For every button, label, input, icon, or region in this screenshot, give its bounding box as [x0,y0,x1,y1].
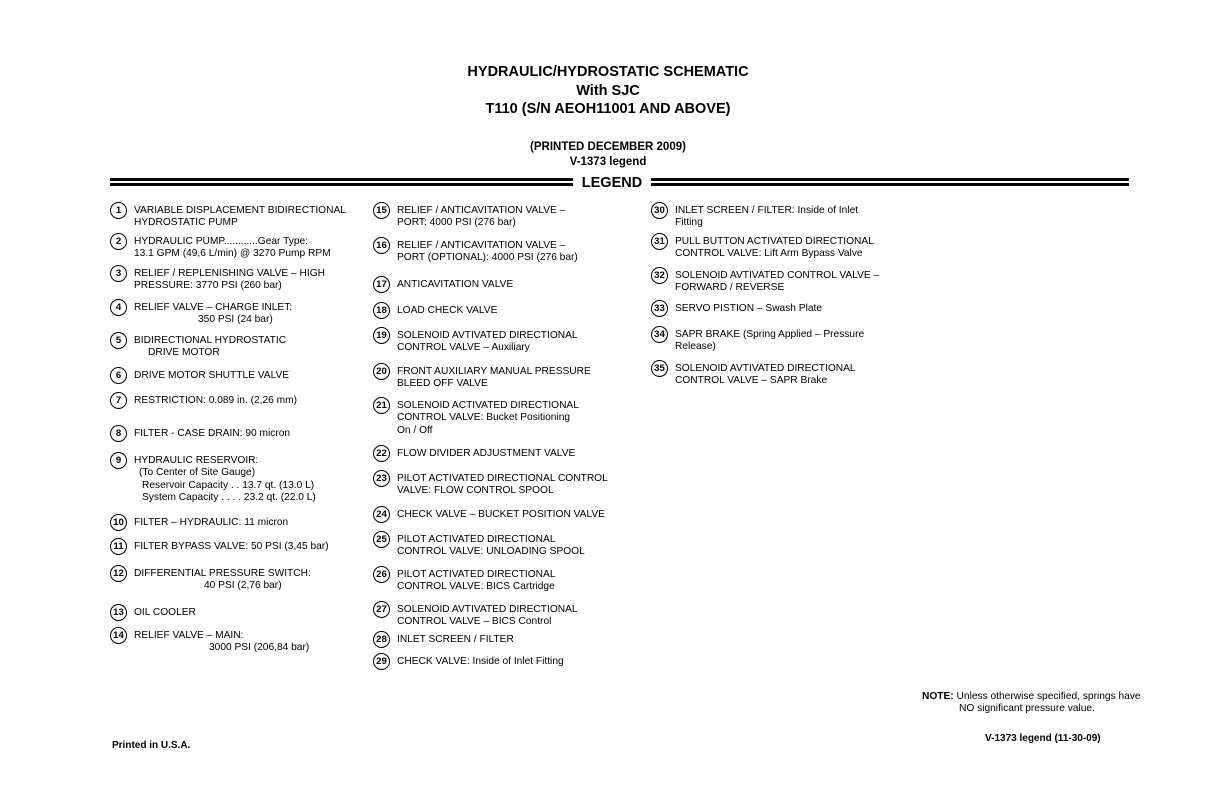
legend-number-badge: 20 [373,363,390,380]
legend-item-text [675,205,858,230]
schematic-subtitle: With SJC [576,83,640,99]
legend-number-badge: 6 [110,367,127,384]
legend-item-text [397,330,578,355]
legend-item-line: CONTROL VALVE: Bucket Positioning [397,412,571,424]
legend-number-badge: 22 [373,445,390,462]
legend-item-line: RELIEF VALVE – MAIN: [134,630,244,641]
legend-item-text [675,236,874,261]
legend-number-badge: 14 [110,627,127,644]
legend-item-line: HYDRAULIC PUMP............Gear Type: [134,236,308,247]
legend-item-line: HYDRAULIC RESERVOIR: [134,455,259,466]
legend-item-text [675,363,856,388]
legend-item-text [397,569,556,594]
legend-number-badge: 35 [651,360,668,377]
printed-date: (PRINTED DECEMBER 2009) [530,141,686,153]
legend-item-line: PRESSURE: 3770 PSI (260 bar) [134,280,282,292]
legend-item-line: FILTER BYPASS VALVE: 50 PSI (3,45 bar) [134,541,329,552]
legend-item-line: PILOT ACTIVATED DIRECTIONAL [397,569,556,580]
legend-heading: LEGEND [581,175,643,191]
legend-item-line: SOLENOID AVTIVATED DIRECTIONAL [675,363,856,374]
legend-item-text [134,607,196,619]
legend-item-line: BIDIRECTIONAL HYDROSTATIC [134,335,287,346]
legend-item-text [134,517,288,529]
legend-item-line: BLEED OFF VALVE [397,378,488,390]
legend-item-text [134,455,316,505]
legend-item-line: RELIEF / ANTICAVITATION VALVE – [397,240,566,251]
legend-item-line: On / Off [397,424,433,436]
legend-item-text [675,329,864,354]
legend-item-line: INLET SCREEN / FILTER [397,634,514,645]
legend-number-badge: 23 [373,470,390,487]
legend-item-line: (To Center of Site Gauge) [139,467,256,479]
legend-number-badge: 9 [110,452,127,469]
legend-item-text [675,303,822,315]
legend-item-line: SOLENOID AVTIVATED DIRECTIONAL [397,330,578,341]
legend-item-text [397,205,565,230]
legend-item-line: SOLENOID ACTIVATED DIRECTIONAL [397,400,579,411]
legend-item-line: CHECK VALVE: Inside of Inlet Fitting [397,656,564,667]
legend-item-line: PILOT ACTIVATED DIRECTIONAL [397,534,556,545]
legend-item-text [134,541,329,553]
legend-item-line: ANTICAVITATION VALVE [397,279,514,290]
note-line-1: Unless otherwise specified, springs have [956,691,1141,702]
legend-item-line: FLOW DIVIDER ADJUSTMENT VALVE [397,448,576,459]
legend-item-line: Reservoir Capacity . . 13.7 qt. (13.0 L) [142,479,315,491]
legend-number-badge: 5 [110,332,127,349]
legend-item-text [134,302,292,327]
legend-item-line: Fitting [675,217,703,229]
note-line-2: NO significant pressure value. [959,703,1095,715]
legend-item-line: CONTROL VALVE: BICS Cartridge [397,581,555,593]
legend-item-line: DRIVE MOTOR SHUTTLE VALVE [134,370,290,381]
legend-item-text [397,366,591,391]
legend-item-line: 3000 PSI (206,84 bar) [209,642,310,654]
legend-item-line: 13.1 GPM (49,6 L/min) @ 3270 Pump RPM [134,248,331,260]
legend-item-line: SOLENOID AVTIVATED CONTROL VALVE – [675,270,880,281]
model-serial: T110 (S/N AEOH11001 AND ABOVE) [485,101,731,117]
legend-item-line: LOAD CHECK VALVE [397,305,498,316]
legend-item-line: RELIEF VALVE – CHARGE INLET: [134,302,293,313]
legend-item-text [397,604,578,629]
legend-number-badge: 27 [373,601,390,618]
legend-number-badge: 8 [110,425,127,442]
legend-number-badge: 2 [110,233,127,250]
legend-item-line: FILTER - CASE DRAIN: 90 micron [134,428,291,439]
legend-item-line: CONTROL VALVE – SAPR Brake [675,375,828,387]
legend-item-line: PULL BUTTON ACTIVATED DIRECTIONAL [675,236,874,247]
legend-number-badge: 16 [373,237,390,254]
legend-item-text [397,448,575,460]
legend-item-text [397,279,513,291]
legend-item-line: OIL COOLER [134,607,196,618]
legend-item-line: SERVO PISTION – Swash Plate [675,303,823,314]
note-label: NOTE: [922,691,954,702]
legend-item-text [134,428,290,440]
legend-item-line: System Capacity . . . . 23.2 qt. (22.0 L) [142,492,316,504]
printed-in: Printed in U.S.A. [112,740,191,751]
legend-number-badge: 18 [373,302,390,319]
legend-number-badge: 25 [373,531,390,548]
legend-item-line: FILTER – HYDRAULIC: 11 micron [134,517,289,528]
legend-number-badge: 21 [373,397,390,414]
legend-number-badge: 15 [373,202,390,219]
doc-id: V-1373 legend (11-30-09) [985,733,1101,744]
legend-item-line: VALVE: FLOW CONTROL SPOOL [397,485,554,497]
legend-item-line: CONTROL VALVE: UNLOADING SPOOL [397,546,585,558]
legend-item-line: CONTROL VALVE – BICS Control [397,616,552,628]
legend-item-line: 40 PSI (2,76 bar) [204,580,282,592]
legend-number-badge: 12 [110,565,127,582]
legend-item-line: CONTROL VALVE – Auxiliary [397,342,530,354]
legend-item-line: DIFFERENTIAL PRESSURE SWITCH: [134,568,311,579]
legend-number-badge: 33 [651,300,668,317]
legend-item-text [134,205,346,230]
legend-item-text [134,268,325,293]
legend-rule-left [110,178,573,187]
legend-item-text [397,473,608,498]
legend-item-line: PORT (OPTIONAL): 4000 PSI (276 bar) [397,252,578,264]
legend-item-text [397,534,585,559]
legend-item-line: PILOT ACTIVATED DIRECTIONAL CONTROL [397,473,608,484]
legend-number-badge: 1 [110,202,127,219]
legend-item-text [397,634,514,646]
legend-item-line: INLET SCREEN / FILTER: Inside of Inlet [675,205,859,216]
legend-number-badge: 30 [651,202,668,219]
legend-item-line: PORT: 4000 PSI (276 bar) [397,217,516,229]
legend-number-badge: 34 [651,326,668,343]
legend-number-badge: 31 [651,233,668,250]
legend-number-badge: 7 [110,392,127,409]
legend-number-badge: 11 [110,538,127,555]
legend-number-badge: 4 [110,299,127,316]
legend-item-line: FRONT AUXILIARY MANUAL PRESSURE [397,366,591,377]
legend-item-line: SAPR BRAKE (Spring Applied – Pressure [675,329,865,340]
legend-number-badge: 13 [110,604,127,621]
legend-item-text [397,509,605,521]
legend-number-badge: 32 [651,267,668,284]
legend-item-text [134,568,311,593]
legend-number-badge: 24 [373,506,390,523]
legend-number-badge: 28 [373,631,390,648]
legend-item-line: VARIABLE DISPLACEMENT BIDIRECTIONAL [134,205,346,216]
legend-item-line: Release) [675,341,716,353]
legend-item-text [397,400,579,437]
legend-number-badge: 19 [373,327,390,344]
legend-item-line: FORWARD / REVERSE [675,282,785,294]
legend-item-text [397,240,578,265]
legend-item-line: RELIEF / REPLENISHING VALVE – HIGH [134,268,325,279]
legend-item-line: HYDROSTATIC PUMP [134,217,238,229]
legend-number-badge: 29 [373,653,390,670]
legend-number-badge: 10 [110,514,127,531]
legend-number-badge: 26 [373,566,390,583]
legend-item-text [134,236,331,261]
legend-item-text [397,656,564,668]
legend-number-badge: 17 [373,276,390,293]
legend-item-text [134,395,297,407]
legend-item-text [397,305,497,317]
legend-item-line: RELIEF / ANTICAVITATION VALVE – [397,205,566,216]
legend-item-line: CONTROL VALVE: Lift Arm Bypass Valve [675,248,863,260]
legend-number-badge: 3 [110,265,127,282]
doc-ref: V-1373 legend [569,156,647,168]
legend-item-text [675,270,879,295]
legend-item-text [134,630,309,655]
legend-item-text [134,370,289,382]
legend-item-line: RESTRICTION: 0.089 in. (2,26 mm) [134,395,298,406]
legend-rule-right [651,178,1129,187]
legend-item-line: DRIVE MOTOR [148,347,220,359]
schematic-title: HYDRAULIC/HYDROSTATIC SCHEMATIC [467,64,749,80]
legend-item-line: 350 PSI (24 bar) [198,314,273,326]
legend-item-line: SOLENOID AVTIVATED DIRECTIONAL [397,604,578,615]
legend-item-text [134,335,286,360]
note [922,691,1141,716]
legend-item-line: CHECK VALVE – BUCKET POSITION VALVE [397,509,605,520]
